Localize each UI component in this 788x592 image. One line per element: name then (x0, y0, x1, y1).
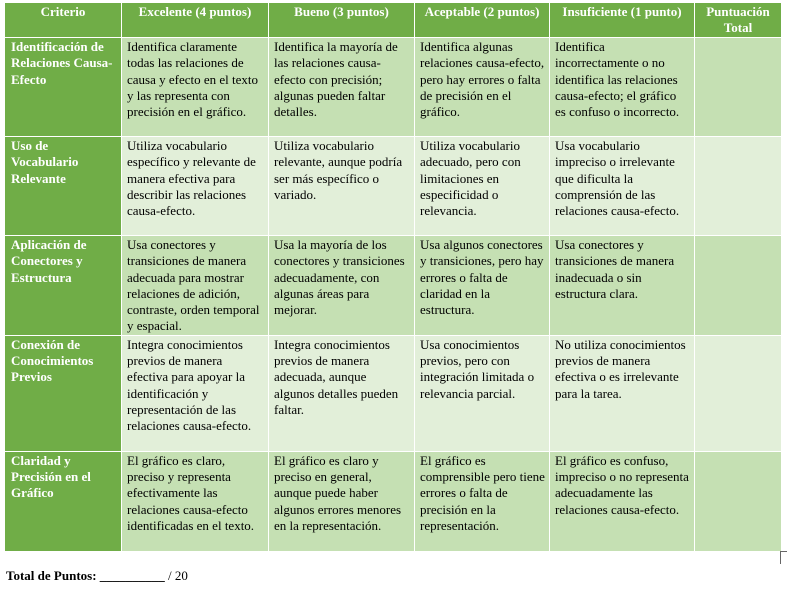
rubric-cell: El gráfico es comprensible pero tiene errores o falta de precisión en la representación. (415, 451, 550, 551)
score-cell[interactable] (695, 335, 782, 451)
rubric-cell: Integra conocimientos previos de manera efectiva para apoyar la identificación y representación de las relaciones causa-efecto. (122, 335, 269, 451)
header-excelente: Excelente (4 puntos) (122, 3, 269, 38)
rubric-cell: Identifica algunas relaciones causa-efecto, pero hay errores o falta de precisión en el gráfico. (415, 38, 550, 137)
table-row (5, 451, 782, 551)
rubric-cell: Usa la mayoría de los conectores y transiciones adecuadamente, con algunas áreas para mejorar. (269, 236, 415, 336)
score-cell[interactable] (695, 137, 782, 236)
rubric-cell: Utiliza vocabulario adecuado, pero con limitaciones en especificidad o relevancia. (415, 137, 550, 236)
rubric-cell: Usa vocabulario impreciso o irrelevante que dificulta la comprensión de las relaciones causa-efecto. (550, 137, 695, 236)
rubric-table (4, 2, 782, 552)
rubric-cell: Identifica claramente todas las relaciones de causa y efecto en el texto y las representa con precisión en el gráfico. (122, 38, 269, 137)
total-label-text: Total de Puntos: (6, 568, 97, 583)
rubric-cell: Usa conectores y transiciones de manera adecuada para mostrar relaciones de adición, contraste, orden temporal y espacial. (122, 236, 269, 336)
criterion-label: Claridad y Precisión en el Gráfico (5, 451, 122, 551)
rubric-cell: No utiliza conocimientos previos de manera efectiva o es irrelevante para la tarea. (550, 335, 695, 451)
header-puntuacion-total: Puntuación Total (695, 3, 782, 38)
header-row (5, 3, 782, 38)
rubric-cell: Identifica incorrectamente o no identifica las relaciones causa-efecto; el gráfico es confuso o incorrecto. (550, 38, 695, 137)
rubric-cell: El gráfico es claro y preciso en general, aunque puede haber algunos errores menores en la representación. (269, 451, 415, 551)
rubric-cell: Utiliza vocabulario específico y relevante de manera efectiva para describir las relaciones causa-efecto. (122, 137, 269, 236)
score-cell[interactable] (695, 236, 782, 336)
criterion-label: Uso de Vocabulario Relevante (5, 137, 122, 236)
table-row (5, 335, 782, 451)
criterion-label: Aplicación de Conectores y Estructura (5, 236, 122, 336)
table-row (5, 137, 782, 236)
criterion-label: Conexión de Conocimientos Previos (5, 335, 122, 451)
total-points-label (6, 568, 165, 583)
header-bueno: Bueno (3 puntos) (269, 3, 415, 38)
table-end-marker (780, 551, 787, 564)
total-points-line (6, 568, 188, 584)
rubric-cell: Usa algunos conectores y transiciones, pero hay errores o falta de claridad en la estructura. (415, 236, 550, 336)
score-cell[interactable] (695, 451, 782, 551)
rubric-cell: Utiliza vocabulario relevante, aunque podría ser más específico o variado. (269, 137, 415, 236)
header-aceptable: Aceptable (2 puntos) (415, 3, 550, 38)
total-blank[interactable]: __________ (99, 568, 165, 583)
total-max: / 20 (164, 568, 188, 583)
rubric-cell: El gráfico es confuso, impreciso o no representa adecuadamente las relaciones causa-efecto. (550, 451, 695, 551)
rubric-cell: Usa conectores y transiciones de manera inadecuada o sin estructura clara. (550, 236, 695, 336)
rubric-cell: Usa conocimientos previos, pero con integración limitada o relevancia parcial. (415, 335, 550, 451)
score-cell[interactable] (695, 38, 782, 137)
header-insuficiente: Insuficiente (1 punto) (550, 3, 695, 38)
table-row (5, 236, 782, 336)
criterion-label: Identificación de Relaciones Causa-Efecto (5, 38, 122, 137)
rubric-cell: El gráfico es claro, preciso y representa efectivamente las relaciones causa-efecto identificadas en el texto. (122, 451, 269, 551)
rubric-cell: Integra conocimientos previos de manera adecuada, aunque algunos detalles pueden faltar. (269, 335, 415, 451)
table-row (5, 38, 782, 137)
header-criterio: Criterio (5, 3, 122, 38)
rubric-cell: Identifica la mayoría de las relaciones causa-efecto con precisión; algunas pueden faltar detalles. (269, 38, 415, 137)
